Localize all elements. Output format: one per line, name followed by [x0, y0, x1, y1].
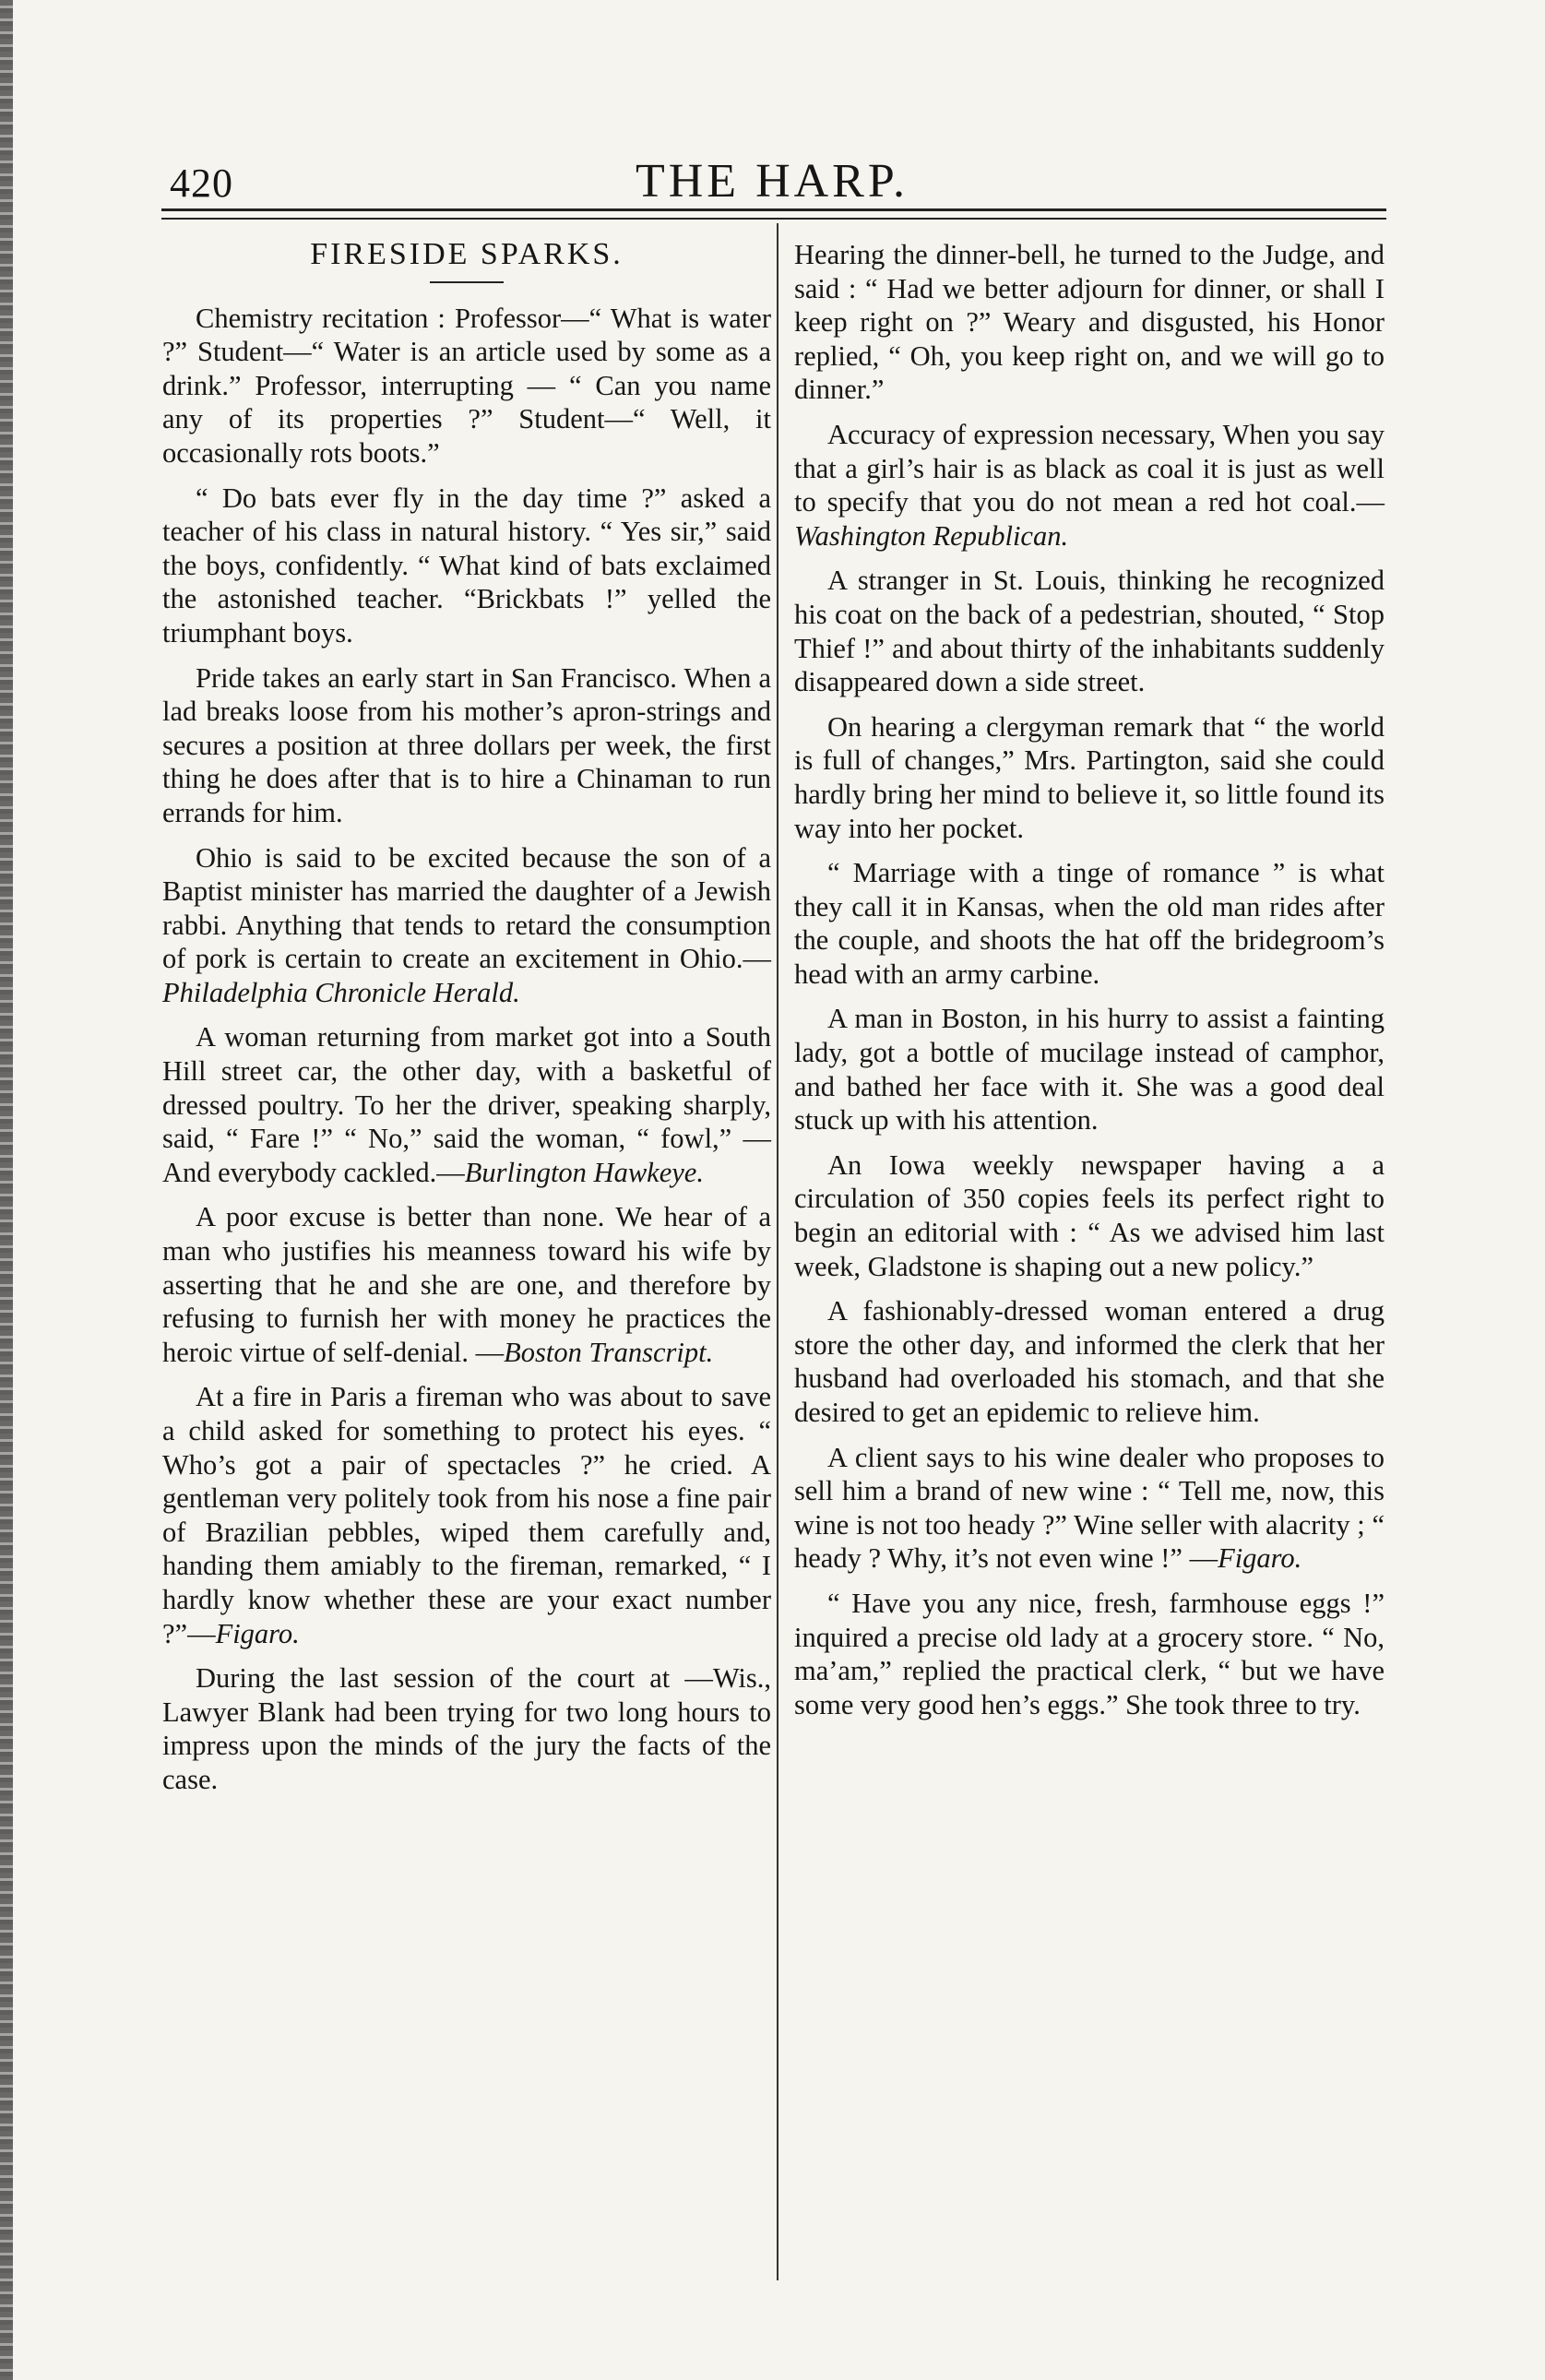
paragraph-text: A poor excuse is better than none. We hear of a man who justifies his meanness toward his wife by asserting that he and she are one, and therefore by refusing to furnish her with money he practices the heroic virtue of self-denial. — [162, 1201, 771, 1368]
article-paragraph [162, 482, 771, 650]
paragraph-text: A man in Boston, in his hurry to assist a fainting lady, got a bottle of mucilage instead of camphor, and bathed her face with it. She was a good deal stuck up with his attention. [794, 1003, 1385, 1136]
article-paragraph [794, 1441, 1385, 1576]
paragraph-text: During the last session of the court at —Wis., Lawyer Blank had been trying for two long hours to impress upon the minds of the jury the facts of the case. [162, 1662, 771, 1795]
header-rule-top [161, 208, 1386, 211]
article-paragraph [794, 418, 1385, 553]
paragraph-text: A woman returning from market got into a South Hill street car, the other day, with a basketful of dressed poultry. To her the driver, speaking sharply, said, “ Fare !” “ No,” said the woman, “ fowl,” — And everybody cackled.— [162, 1021, 771, 1188]
page-number: 420 [170, 161, 233, 206]
article-paragraph [794, 856, 1385, 991]
paragraph-text: “ Do bats ever fly in the day time ?” asked a teacher of his class in natural history. “ Yes sir,” said the boys, confidently. “ What kind of bats exclaimed the astonished teacher. “Brickbats !” yelled the triumphant boys. [162, 482, 771, 649]
title-underline [430, 281, 504, 283]
paragraph-text: Chemistry recitation : Professor—“ What is water ?” Student—“ Water is an article used by some as a drink.” Professor, interrupting — “ Can you name any of its properties ?” Student—“ Well, it occasionally rots boots.” [162, 302, 771, 469]
paragraph-text: A stranger in St. Louis, thinking he recognized his coat on the back of a pedestrian, shouted, “ Stop Thief !” and about thirty of the inhabitants suddenly disappeared down a side street. [794, 565, 1385, 698]
paragraph-text: Accuracy of expression necessary, When you say that a girl’s hair is as black as coal it is just as well to specify that you do not mean a red hot coal.— [794, 418, 1385, 518]
source-attribution: Figaro. [215, 1617, 300, 1649]
paragraph-text: “ Have you any nice, fresh, farmhouse eggs !” inquired a precise old lady at a grocery store. “ No, ma’am,” replied the practical clerk, “ but we have some very good hen’s eggs.” She took three to try. [794, 1587, 1385, 1720]
article-paragraph [794, 1148, 1385, 1283]
paragraph-text: At a fire in Paris a fireman who was about to save a child asked for something to protect his eyes. “ Who’s got a pair of spectacles ?” he cried. A gentleman very politely took from his nose a fine pair of Brazilian pebbles, wiped them carefully and, handing them amiably to the fireman, remarked, “ I hardly know whether these are your exact number ?”— [162, 1381, 771, 1649]
paragraph-text: A client says to his wine dealer who proposes to sell him a brand of new wine : “ Tell me, now, this wine is not too heady ?” Wine seller with alacrity ; “ heady ? Why, it’s not even wine !” — [794, 1441, 1385, 1575]
column-divider [777, 223, 778, 2280]
right-column [794, 238, 1385, 1732]
section-title: FIRESIDE SPARKS. [310, 237, 624, 271]
page-binding-edge [0, 0, 13, 2380]
paragraph-text: Pride takes an early start in San Francisco. When a lad breaks loose from his mother’s apron-strings and secures a position at three dollars per week, the first thing he does after that is to hire a Chinaman to run errands for him. [162, 661, 771, 828]
article-paragraph [794, 1587, 1385, 1721]
article-paragraph [162, 302, 771, 470]
paragraph-text: Ohio is said to be excited because the son of a Baptist minister has married the daughter of a Jewish rabbi. Anything that tends to retard the consumption of pork is certain to create an excitement in Ohio.— [162, 841, 771, 975]
article-paragraph [794, 1002, 1385, 1136]
page-header [159, 152, 1385, 217]
source-attribution: Washington Republican. [794, 519, 1069, 552]
article-paragraph [162, 841, 771, 1010]
article-paragraph [162, 1661, 771, 1796]
paragraph-text: A fashionably-dressed woman entered a drug store the other day, and informed the clerk that her husband had overloaded his stomach, and that she desired to get an epidemic to relieve him. [794, 1295, 1385, 1428]
article-paragraph [162, 1200, 771, 1369]
paragraph-text: An Iowa weekly newspaper having a a circulation of 350 copies feels its perfect right to begin an editorial with : “ As we advised him last week, Gladstone is shaping out a new policy.” [794, 1148, 1385, 1282]
article-paragraph [794, 1294, 1385, 1429]
source-attribution: Figaro. [1218, 1542, 1302, 1575]
paragraph-text: Hearing the dinner-bell, he turned to the Judge, and said : “ Had we better adjourn for dinner, or shall I keep right on ?” Weary and disgusted, his Honor replied, “ Oh, you keep right on, and we will go to dinner.” [794, 239, 1385, 406]
header-rule-bottom [161, 218, 1386, 220]
source-attribution: Boston Transcript. [504, 1336, 714, 1368]
source-attribution: Burlington Hawkeye. [464, 1156, 704, 1188]
left-column [162, 238, 771, 1808]
article-paragraph [794, 564, 1385, 698]
article-paragraph [162, 1380, 771, 1650]
publication-title: THE HARP. [635, 155, 909, 208]
paragraph-text: “ Marriage with a tinge of romance ” is what they call it in Kansas, when the old man rides after the couple, and shoots the hat off the bridegroom’s head with an army carbine. [794, 857, 1385, 990]
article-paragraph [794, 710, 1385, 845]
article-paragraph [794, 238, 1385, 407]
source-attribution: Philadelphia Chronicle Herald. [162, 976, 520, 1008]
article-paragraph [162, 661, 771, 830]
paragraph-text: On hearing a clergyman remark that “ the world is full of changes,” Mrs. Partington, said she could hardly bring her mind to believe it, so little found its way into her pocket. [794, 710, 1385, 844]
article-paragraph [162, 1020, 771, 1189]
